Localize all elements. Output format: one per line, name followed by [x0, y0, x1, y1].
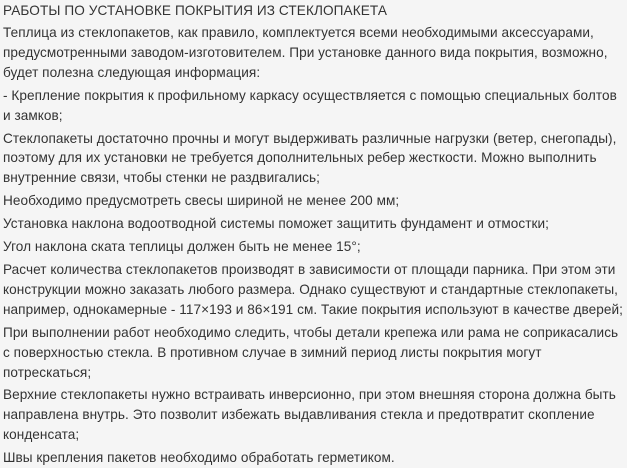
paragraph-inversion: Верхние стеклопакеты нужно встраивать инверсионно, при этом внешняя сторона должна быть направлена внутрь. Это позволит избежать выдавливания стекла и предотвратит скопление конденсата;: [3, 387, 616, 443]
paragraph-overhang: Необходимо предусмотреть свесы шириной не менее 200 мм;: [3, 193, 400, 209]
paragraph-sealant: Швы крепления пакетов необходимо обработать герметиком.: [3, 450, 395, 466]
paragraph-drainage: Установка наклона водоотводной системы поможет защитить фундамент и отмостки;: [3, 216, 549, 232]
paragraph-strength: Стеклопакеты достаточно прочны и могут выдерживать различные нагрузки (ветер, снегопады), поэтому для их установки не требуется дополнительных ребер жесткости. Можно выполнить внутренние связи, чтобы стенки не раздвигались;: [3, 130, 617, 186]
paragraph-quantity: Расчет количества стеклопакетов производят в зависимости от площади парника. При этом эти конструкции можно заказать любого размера. Однако существуют и стандартные стеклопакеты, например, однокамерные - 117×193 и 86×191 см. Такие покрытия используют в качестве дверей;: [3, 261, 623, 317]
paragraph-contact: При выполнении работ необходимо следить, чтобы детали крепежа или рама не соприкасались с поверхностью стекла. В противном случае в зимний период листы покрытия могут потрескаться;: [3, 324, 619, 380]
paragraph-intro: Теплица из стеклопакетов, как правило, комплектуется всеми необходимыми аксессуарами, предусмотренными заводом-изготовителем. При установке данного вида покрытия, возможно, будет полезна следующая информация:: [3, 25, 608, 80]
paragraph-fastening: - Крепление покрытия к профильному каркасу осуществляется с помощью специальных болтов и замков;: [3, 87, 617, 123]
paragraph-slope: Угол наклона ската теплицы должен быть не менее 15°;: [3, 239, 361, 255]
article-title: РАБОТЫ ПО УСТАНОВКЕ ПОКРЫТИЯ ИЗ СТЕКЛОПАКЕТА: [3, 3, 388, 18]
